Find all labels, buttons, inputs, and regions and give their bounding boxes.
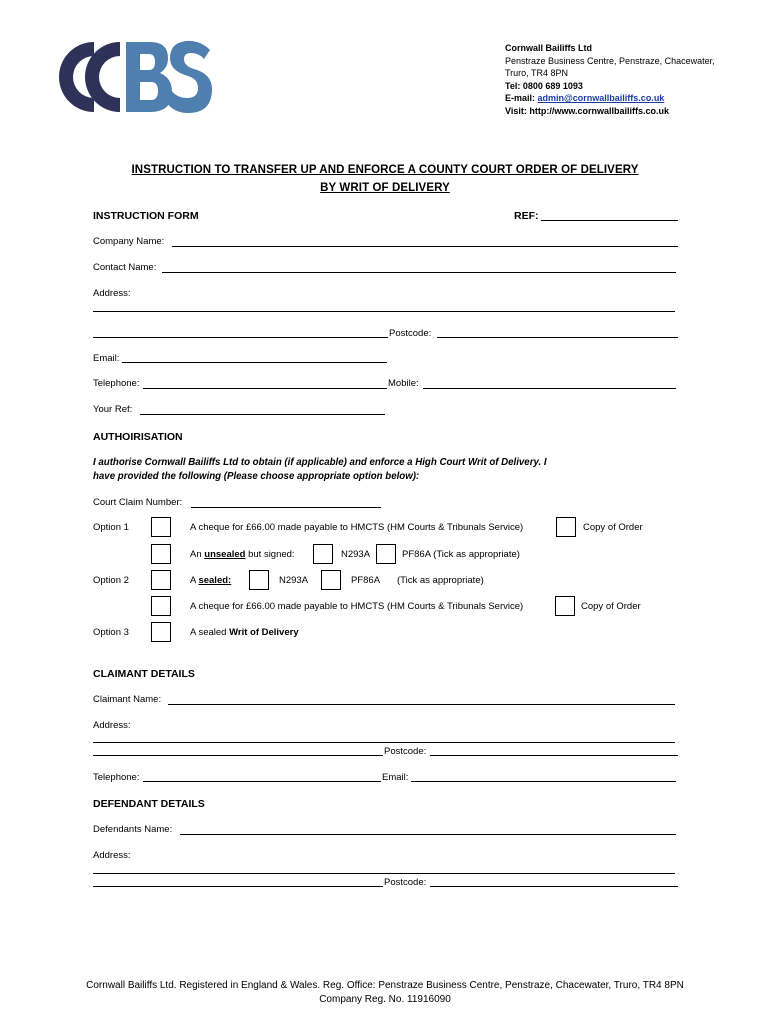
company-info — [505, 42, 715, 117]
claimant-address-line2[interactable] — [93, 755, 383, 756]
mobile-field[interactable] — [423, 388, 676, 389]
postcode-field[interactable] — [437, 337, 678, 338]
defendant-address-label: Address: — [93, 850, 131, 861]
unsealed-text — [190, 549, 295, 560]
sealed-n293a-checkbox[interactable] — [249, 570, 269, 590]
company-website: Visit: http://www.cornwallbailiffs.co.uk — [505, 105, 670, 116]
sealed-pf86a-label: PF86A — [351, 575, 381, 586]
your-ref-field[interactable] — [140, 414, 385, 415]
company-address-line2: Truro, TR4 8PN — [505, 68, 569, 78]
defendant-heading: DEFENDANT DETAILS — [93, 798, 205, 810]
unsealed-word: unsealed — [204, 549, 246, 560]
mobile-label: Mobile: — [388, 378, 419, 389]
option2-cheque-text: A cheque for £66.00 made payable to HMCTS (HM Courts & Tribunals Service) — [190, 601, 524, 612]
option1-copy-of-order-checkbox[interactable] — [556, 517, 576, 537]
defendant-name-field[interactable] — [180, 834, 676, 835]
postcode-label: Postcode: — [389, 328, 432, 339]
claimant-name-label: Claimant Name: — [93, 694, 162, 705]
company-address-line1: Penstraze Business Centre, Penstraze, Chacewater, — [505, 55, 715, 66]
telephone-field[interactable] — [143, 388, 387, 389]
address-label: Address: — [93, 288, 131, 299]
option1-label: Option 1 — [93, 522, 129, 533]
option2-cheque-checkbox[interactable] — [151, 596, 171, 616]
court-claim-number-label: Court Claim Number: — [93, 497, 183, 508]
contact-name-field[interactable] — [162, 272, 676, 273]
company-email-row — [505, 92, 715, 105]
company-tel: Tel: 0800 689 1093 — [505, 80, 583, 91]
company-name-field[interactable] — [172, 246, 678, 247]
option1-cheque-text: A cheque for £66.00 made payable to HMCTS (HM Courts & Tribunals Service) — [190, 522, 524, 533]
unsealed-pf86a-checkbox[interactable] — [376, 544, 396, 564]
defendant-postcode-field[interactable] — [430, 886, 678, 887]
claimant-address-label: Address: — [93, 720, 131, 731]
company-email-link[interactable]: admin@cornwallbailiffs.co.uk — [537, 93, 665, 103]
authorisation-heading: AUTHOIRISATION — [93, 431, 183, 443]
option2-copy-of-order-checkbox[interactable] — [555, 596, 575, 616]
unsealed-checkbox[interactable] — [151, 544, 171, 564]
sealed-n293a-label: N293A — [279, 575, 309, 586]
option1-copy-of-order-label: Copy of Order — [583, 522, 643, 533]
address-field-line1[interactable] — [93, 311, 675, 312]
unsealed-n293a-label: N293A — [341, 549, 371, 560]
claimant-telephone-field[interactable] — [143, 781, 381, 782]
claimant-address-line1[interactable] — [93, 742, 675, 743]
form-title-line2: BY WRIT OF DELIVERY — [320, 182, 450, 194]
option2-copy-of-order-label: Copy of Order — [581, 601, 641, 612]
instruction-form-heading: INSTRUCTION FORM — [93, 210, 199, 222]
option3-prefix: A sealed — [190, 627, 230, 638]
your-ref-label: Your Ref: — [93, 404, 133, 415]
defendant-postcode-label: Postcode: — [384, 877, 427, 888]
telephone-label: Telephone: — [93, 378, 140, 389]
contact-name-label: Contact Name: — [93, 262, 157, 273]
sealed-tick-note: (Tick as appropriate) — [397, 575, 484, 586]
defendant-name-label: Defendants Name: — [93, 824, 173, 835]
form-title-line1: INSTRUCTION TO TRANSFER UP AND ENFORCE A COUNTY COURT ORDER OF DELIVERY — [131, 164, 639, 176]
claimant-postcode-label: Postcode: — [384, 746, 427, 757]
authorisation-statement-line1: I authorise Cornwall Bailiffs Ltd to obtain (if applicable) and enforce a High Court Writ of Delivery. I — [93, 457, 547, 468]
claimant-name-field[interactable] — [168, 704, 675, 705]
claimant-email-label: Email: — [382, 772, 409, 783]
defendant-address-line1[interactable] — [93, 873, 675, 874]
footer-registration: Cornwall Bailiffs Ltd. Registered in England & Wales. Reg. Office: Penstraze Business Centre, Penstraze, Chacewater, Truro, TR4 8PN — [86, 980, 684, 991]
claimant-telephone-label: Telephone: — [93, 772, 140, 783]
email-field[interactable] — [122, 362, 387, 363]
ref-label: REF: — [514, 210, 539, 222]
option3-label: Option 3 — [93, 627, 129, 638]
footer — [0, 979, 770, 1007]
sealed-a: A — [190, 575, 199, 586]
sealed-pf86a-checkbox[interactable] — [321, 570, 341, 590]
claimant-email-field[interactable] — [411, 781, 676, 782]
option2-checkbox[interactable] — [151, 570, 171, 590]
unsealed-n293a-checkbox[interactable] — [313, 544, 333, 564]
authorisation-statement-line2: have provided the following (Please choose appropriate option below): — [93, 471, 420, 482]
option2-label: Option 2 — [93, 575, 129, 586]
defendant-address-line2[interactable] — [93, 886, 383, 887]
option1-checkbox[interactable] — [151, 517, 171, 537]
unsealed-pf86a-label: PF86A (Tick as appropriate) — [402, 549, 520, 560]
sealed-word: sealed: — [198, 575, 232, 586]
sealed-text — [190, 575, 231, 586]
address-field-line2[interactable] — [93, 337, 388, 338]
email-label: Email: — [93, 353, 120, 364]
footer-company-reg: Company Reg. No. 11916090 — [319, 994, 451, 1005]
ref-field[interactable] — [541, 220, 678, 221]
unsealed-but-signed: but signed: — [245, 549, 295, 560]
option3-text — [190, 627, 299, 638]
option3-checkbox[interactable] — [151, 622, 171, 642]
option3-writ: Writ of Delivery — [229, 627, 299, 638]
company-name: Cornwall Bailiffs Ltd — [505, 43, 593, 53]
claimant-postcode-field[interactable] — [430, 755, 678, 756]
company-logo — [50, 36, 215, 118]
company-email-label: E-mail: — [505, 93, 538, 103]
claimant-heading: CLAIMANT DETAILS — [93, 668, 195, 680]
unsealed-an: An — [190, 549, 205, 560]
company-name-label: Company Name: — [93, 236, 165, 247]
court-claim-number-field[interactable] — [191, 507, 381, 508]
